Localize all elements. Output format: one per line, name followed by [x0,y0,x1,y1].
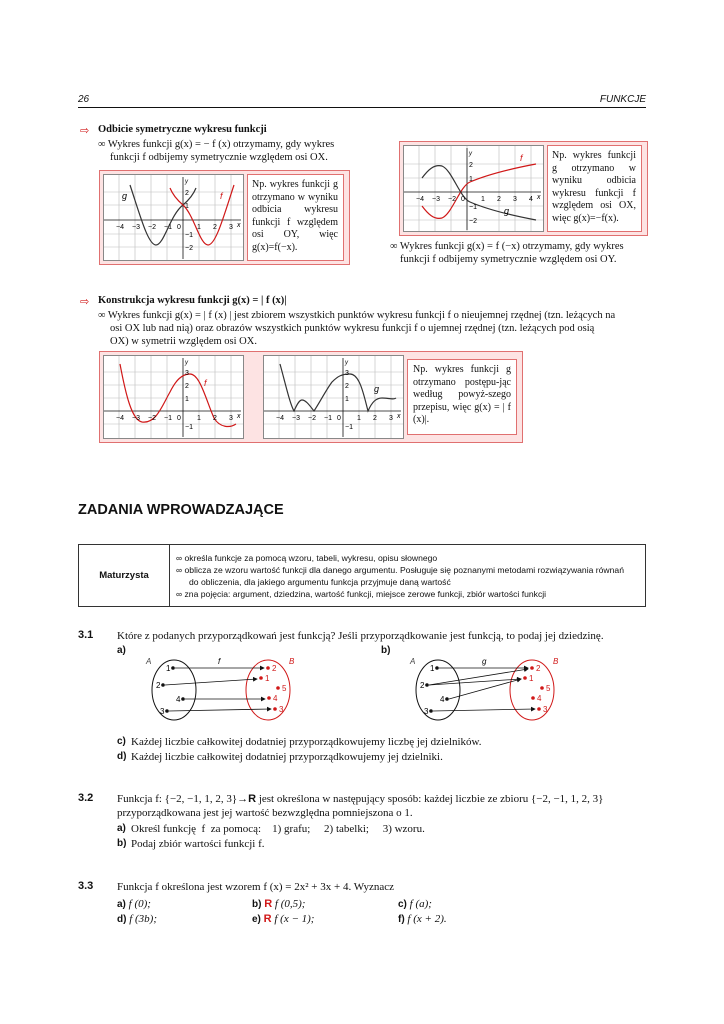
x-tick: 4 [529,196,533,203]
x-tick: 2 [213,224,217,231]
codomain-value: 1 [529,674,534,683]
y-tick: 3 [345,370,349,377]
x-axis-label: x [237,413,241,420]
subtask-item [117,912,157,927]
x-tick: −4 [116,224,124,231]
x-tick: −2 [148,415,156,422]
example-box-oy [99,170,350,265]
x-tick: 1 [197,224,201,231]
requirement-item: ∞ określa funkcje za pomocą wzoru, tabeli, wykresu, opisu słownego [176,552,438,563]
domain-value: 1 [430,664,435,673]
section-title-abs: Konstrukcja wykresu funkcji g(x) = | f (x)| [98,295,287,306]
domain-value: 2 [420,681,425,690]
y-tick: 2 [345,383,349,390]
codomain-value: 3 [279,705,284,714]
y-axis-label: y [345,360,348,366]
x-tick: 1 [197,415,201,422]
y-axis-label: y [469,151,472,157]
y-axis-label: y [185,360,188,366]
mapping-label: g [482,657,487,666]
set-label: A [410,657,416,666]
note-ox: Np. wykres funkcji g otrzymano w wyniku odbicia wykresu funkcji f względem osi OX, więc g(x)=−f(x). [552,150,636,224]
x-tick: 3 [513,196,517,203]
f-curve-label: f [220,191,223,201]
subtask-label: a) [117,645,126,656]
subtask-label: b) [381,645,391,656]
rule-oy-line2: funkcji f odbijemy symetrycznie względem osi OY. [400,254,617,265]
requirement-item: ∞ zna pojęcia: argument, dziedzina, wartość funkcji, miejsce zerowe funkcji, zbiór wartości funkcji [176,588,547,599]
extended-level-marker: R [264,898,273,910]
subtask-value: f (a); [409,898,432,910]
task-text [117,792,603,806]
graph-oy-svg [104,175,243,260]
requirements-list [170,545,646,607]
y-tick: 1 [185,203,189,210]
domain-value: 4 [440,695,445,704]
codomain-value: 2 [536,664,541,673]
subtask-label: b) [117,838,127,849]
y-tick: −2 [469,218,477,225]
mapping-diagram-a [140,652,310,729]
graph-f-svg [104,356,243,438]
x-tick: −2 [148,224,156,231]
task-number: 3.2 [78,792,94,804]
graph-f [103,355,244,439]
subtask-text: Każdej liczbie całkowitej dodatniej przyporządkowujemy jej dzielniki. [131,751,443,763]
x-tick: −3 [292,415,300,422]
codomain-value: 5 [282,684,287,693]
mapping-diagram-b [404,652,574,729]
x-tick: −3 [132,224,140,231]
x-tick: −3 [132,415,140,422]
subtask-label: b) [252,899,262,910]
task-text: Które z podanych przyporządkowań jest funkcją? Jeśli przyporządkowanie jest funkcją, to podaj jej dziedzinę. [117,630,604,642]
set-label: B [289,657,295,666]
example-box-abs [99,351,523,443]
domain-value: 3 [160,707,165,716]
x-tick: 1 [481,196,485,203]
y-tick: 1 [185,396,189,403]
graph-g-abs [263,355,404,439]
domain-value: 2 [156,681,161,690]
extended-level-marker: R [263,913,272,925]
x-tick: 1 [357,415,361,422]
section-title-symmetry: Odbicie symetryczne wykresu funkcji [98,124,267,135]
y-axis-label: y [185,179,188,185]
y-tick: 3 [185,370,189,377]
arrow-icon: ⇨ [80,124,90,137]
rule-ox-line2: funkcji f odbijemy symetrycznie względem osi OX. [110,152,328,163]
task-text: Funkcja f określona jest wzorem f (x) = 2x² + 3x + 4. Wyznacz [117,881,395,893]
y-tick: 1 [345,396,349,403]
y-tick: 2 [469,162,473,169]
subtask-value: f (3b); [129,913,157,925]
domain-value: 3 [424,707,429,716]
page-number: 26 [78,94,90,105]
g-curve-label: g [122,191,128,201]
subtask-value: f (x + 2). [407,913,447,925]
x-axis-label: x [237,222,241,229]
subtask-label: c) [117,736,126,747]
subtask-item [252,912,314,927]
set-label: B [553,657,559,666]
x-tick: −4 [416,196,424,203]
mapping-label: f [218,657,221,666]
subtask-item [398,897,432,912]
graph-g-abs-svg [264,356,403,438]
x-tick: −1 [164,224,172,231]
note-abs: Np. wykres funkcji g otrzymano postępu-jąc według powyż-szego przepisu, więc g(x) = | f (x)|. [413,364,511,425]
note-oy: Np. wykres funkcji g otrzymano w wyniku odbicia wykresu funkcji f względem osi OY, więc g(x)=f(−x). [252,179,338,253]
codomain-value: 5 [546,684,551,693]
rule-ox-line1: ∞ Wykres funkcji g(x) = − f (x) otrzymamy, gdy wykres [98,139,335,150]
x-tick: −1 [164,415,172,422]
task-text-part: Funkcja f: {−2, −1, 1, 2, 3}→ [117,793,249,805]
subtask-text: Każdej liczbie całkowitej dodatniej przyporządkowujemy liczbę jej dzielników. [131,736,482,748]
mapping-b-svg [404,652,574,724]
x-tick: 3 [229,224,233,231]
note-box-ox [547,145,642,232]
x-tick: 2 [373,415,377,422]
domain-value: 1 [166,664,171,673]
g-curve-label: g [374,384,380,394]
subtask-label: a) [117,899,126,910]
x-tick: −1 [324,415,332,422]
arrow-icon: ⇨ [80,295,90,308]
codomain-value: 4 [537,694,542,703]
codomain-value: 3 [543,705,548,714]
x-tick: 0 [177,224,181,231]
x-tick: 0 [337,415,341,422]
subtask-label: f) [398,914,405,925]
x-tick: −2 [308,415,316,422]
x-tick: 2 [213,415,217,422]
y-tick: −1 [185,232,193,239]
y-tick: 2 [185,383,189,390]
x-tick: −4 [116,415,124,422]
x-axis-label: x [397,413,401,420]
subtask-item [398,912,447,927]
mapping-a-svg [140,652,310,724]
x-tick: −2 [448,196,456,203]
subtask-item [117,897,151,912]
subtask-label: d) [117,914,127,925]
x-tick: 0 [461,196,465,203]
note-box-abs [407,359,517,435]
graph-oy [103,174,244,261]
header-rule [78,107,646,108]
graph-ox [403,145,544,232]
requirements-level: Maturzysta [79,545,170,607]
abs-rule-line2: osi OX lub nad nią) oraz obrazów wszystkich punktów wykresu funkcji f o ujemnej rzędnej (tzn. leżących pod osią [110,323,595,334]
codomain-value: 1 [265,674,270,683]
x-tick: 3 [389,415,393,422]
section-heading-intro: ZADANIA WPROWADZAJĄCE [78,502,284,518]
note-box-oy [247,174,344,261]
example-box-ox [399,141,648,236]
requirement-item: ∞ oblicza ze wzoru wartość funkcji dla danego argumentu. Posługuje się poznanymi metodami rozwiązywania równań [176,564,624,575]
f-curve-label: f [520,153,523,163]
y-tick: 2 [185,190,189,197]
x-tick: 0 [177,415,181,422]
task-number: 3.1 [78,629,94,641]
subtask-label: c) [398,899,407,910]
subtask-value: f (0); [128,898,151,910]
x-tick: −4 [276,415,284,422]
rule-oy-line1: ∞ Wykres funkcji g(x) = f (−x) otrzymamy, gdy wykres [390,241,624,252]
task-text-part: jest określona w następujący sposób: każdej liczbie ze zbioru {−2, −1, 1, 2, 3} [256,793,604,805]
domain-value: 4 [176,695,181,704]
x-tick: 3 [229,415,233,422]
y-tick: 1 [469,176,473,183]
y-tick: −2 [185,245,193,252]
subtask-label: d) [117,751,127,762]
abs-rule-line3: OX) w symetrii względem osi OX. [110,336,257,347]
y-tick: −1 [345,424,353,431]
codomain-value: 2 [272,664,277,673]
x-tick: −3 [432,196,440,203]
subtask-value: f (0,5); [274,898,306,910]
chapter-title: FUNKCJE [599,94,646,105]
subtask-label: e) [252,914,261,925]
subtask-text: Podaj zbiór wartości funkcji f. [131,838,265,850]
task-number: 3.3 [78,880,94,892]
set-label: A [146,657,152,666]
x-axis-label: x [537,194,541,201]
requirements-table [78,544,646,607]
f-curve-label: f [204,378,207,388]
real-numbers-symbol: R [248,793,257,805]
y-tick: −1 [469,204,477,211]
subtask-label: a) [117,823,126,834]
abs-rule-line1: ∞ Wykres funkcji g(x) = | f (x) | jest zbiorem wszystkich punktów wykresu funkcji f o nieujemnej rzędnej (tzn. leżących na [98,310,616,321]
requirement-item-cont: do obliczenia, dla jakiego argumentu funkcja przyjmuje daną wartość [189,576,451,587]
task-text-line2: przyporządkowana jest jej wartość bezwzględna pomniejszona o 1. [117,807,413,819]
g-curve-label: g [504,206,510,216]
x-tick: 2 [497,196,501,203]
subtask-text: Określ funkcję f za pomocą: 1) grafu; 2) tabelki; 3) wzoru. [131,823,425,835]
y-tick: −1 [185,424,193,431]
graph-ox-svg [404,146,543,231]
subtask-item [252,897,305,912]
subtask-value: f (x − 1); [274,913,315,925]
codomain-value: 4 [273,694,278,703]
